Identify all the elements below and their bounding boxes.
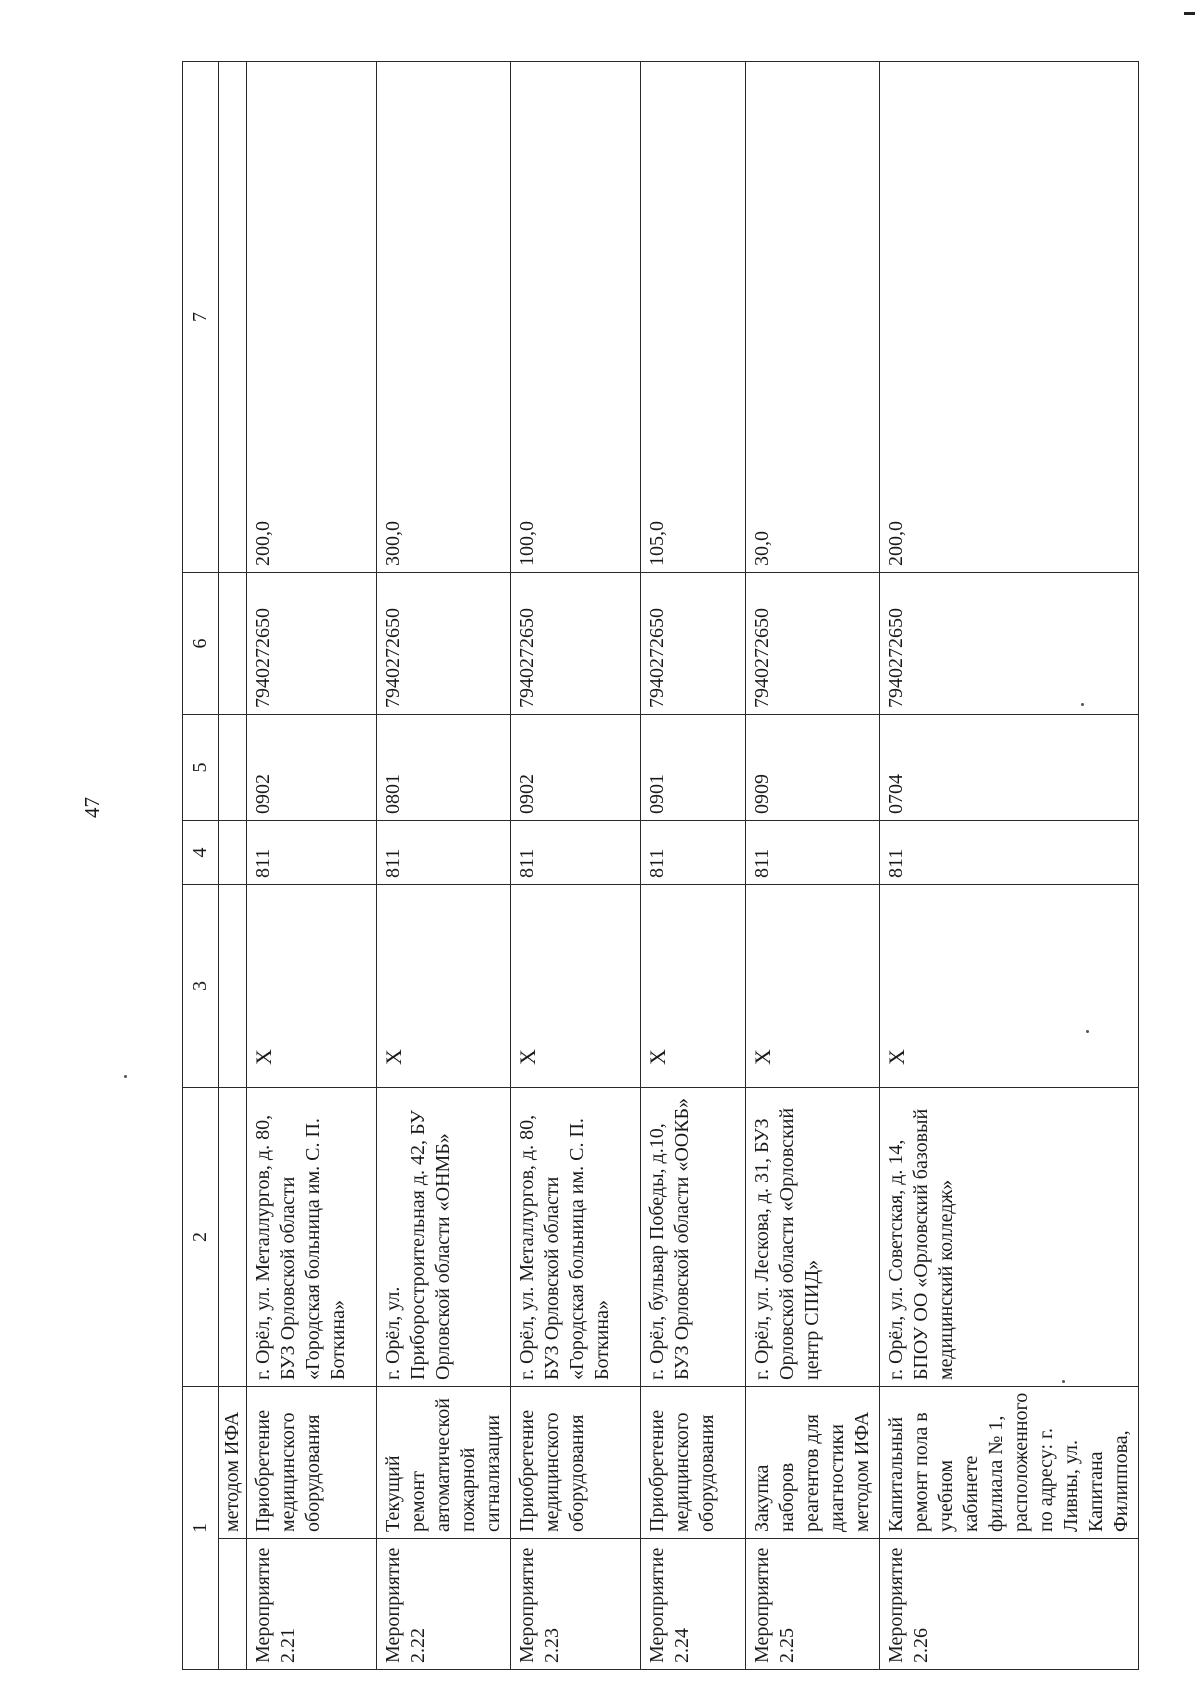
x-mark: Х — [645, 1049, 670, 1065]
column-number-2: 2 — [183, 1088, 219, 1387]
amount-value: 30,0 — [746, 62, 880, 573]
table-row — [511, 62, 641, 1670]
table-row — [880, 62, 1139, 1670]
column-number-3: 3 — [183, 885, 219, 1088]
mark-cell — [641, 885, 746, 1088]
x-mark: Х — [884, 1049, 909, 1065]
measure-address: г. Орёл, ул. Металлургов, д. 80, БУЗ Орловской области «Городская больница им. С. П. Боткина» — [511, 1088, 641, 1387]
continued-cell-8 — [219, 62, 247, 573]
measure-description: Текущий ремонт автоматической пожарной сигнализации — [377, 1387, 511, 1539]
code-cell: 811 — [377, 821, 511, 885]
target-code: 7940272650 — [746, 573, 880, 715]
amount-value: 200,0 — [880, 62, 1139, 573]
target-code: 7940272650 — [247, 573, 377, 715]
measure-description: Приобретение медицинского оборудования — [641, 1387, 746, 1539]
column-number-6: 6 — [183, 573, 219, 715]
continued-cell-4 — [219, 885, 247, 1088]
mark-cell — [880, 885, 1139, 1088]
section-code: 0704 — [880, 715, 1139, 821]
code-cell: 811 — [511, 821, 641, 885]
measure-description: Приобретение медицинского оборудования — [247, 1387, 377, 1539]
column-number-row — [183, 62, 219, 1670]
target-code: 7940272650 — [511, 573, 641, 715]
column-number-7: 7 — [183, 62, 219, 573]
section-code: 0909 — [746, 715, 880, 821]
mark-cell — [511, 885, 641, 1088]
amount-value: 105,0 — [641, 62, 746, 573]
rotated-table — [182, 62, 1132, 1670]
code-cell: 811 — [247, 821, 377, 885]
measure-description: Капитальный ремонт пола в учебном кабинете филиала № 1, расположенного по адресу: г. Ливны, ул. Капитана Филиппова, — [880, 1387, 1139, 1539]
x-mark: Х — [515, 1049, 540, 1065]
measure-address: г. Орёл, ул. Металлургов, д. 80, БУЗ Орловской области «Городская больница им. С. П. Боткина» — [247, 1088, 377, 1387]
table-row — [641, 62, 746, 1670]
measure-number: Мероприятие 2.25 — [746, 1539, 880, 1670]
continued-cell-6 — [219, 715, 247, 821]
x-mark: Х — [251, 1049, 276, 1065]
column-number-4: 4 — [183, 821, 219, 885]
column-number-1: 1 — [183, 1387, 219, 1670]
measures-table — [182, 61, 1139, 1670]
code-cell: 811 — [746, 821, 880, 885]
table-row — [247, 62, 377, 1670]
x-mark: Х — [381, 1049, 406, 1065]
measure-number: Мероприятие 2.24 — [641, 1539, 746, 1670]
x-mark: Х — [750, 1049, 775, 1065]
table-row — [377, 62, 511, 1670]
measure-number: Мероприятие 2.22 — [377, 1539, 511, 1670]
target-code: 7940272650 — [880, 573, 1139, 715]
continued-cell-2: методом ИФА — [219, 1387, 247, 1539]
measure-address: г. Орёл, бульвар Победы, д.10, БУЗ Орловской области «ООКБ» — [641, 1088, 746, 1387]
column-number-5: 5 — [183, 715, 219, 821]
section-code: 0801 — [377, 715, 511, 821]
scan-speck — [124, 1075, 127, 1078]
target-code: 7940272650 — [641, 573, 746, 715]
corner-mark — [1184, 12, 1195, 15]
mark-cell — [247, 885, 377, 1088]
measure-number: Мероприятие 2.26 — [880, 1539, 1139, 1670]
continued-row — [219, 62, 247, 1670]
amount-value: 100,0 — [511, 62, 641, 573]
measure-address: г. Орёл, ул. Лескова, д. 31, БУЗ Орловской области «Орловский центр СПИД» — [746, 1088, 880, 1387]
code-cell: 811 — [641, 821, 746, 885]
mark-cell — [746, 885, 880, 1088]
amount-value: 300,0 — [377, 62, 511, 573]
continued-cell-5 — [219, 821, 247, 885]
section-code: 0902 — [247, 715, 377, 821]
amount-value: 200,0 — [247, 62, 377, 573]
target-code: 7940272650 — [377, 573, 511, 715]
table-row — [746, 62, 880, 1670]
mark-cell — [377, 885, 511, 1088]
measure-address: г. Орёл, ул. Советская, д. 14, БПОУ ОО «Орловский базовый медицинский колледж» — [880, 1088, 1139, 1387]
section-code: 0901 — [641, 715, 746, 821]
measure-number: Мероприятие 2.21 — [247, 1539, 377, 1670]
continued-cell-7 — [219, 573, 247, 715]
measure-description: Закупка наборов реагентов для диагностики методом ИФА — [746, 1387, 880, 1539]
page-number: 47 — [80, 797, 104, 818]
measure-address: г. Орёл, ул. Приборостроительная д. 42, БУ Орловской области «ОНМБ» — [377, 1088, 511, 1387]
continued-cell-1 — [219, 1539, 247, 1670]
section-code: 0902 — [511, 715, 641, 821]
measure-description: Приобретение медицинского оборудования — [511, 1387, 641, 1539]
measure-number: Мероприятие 2.23 — [511, 1539, 641, 1670]
continued-cell-3 — [219, 1088, 247, 1387]
code-cell: 811 — [880, 821, 1139, 885]
